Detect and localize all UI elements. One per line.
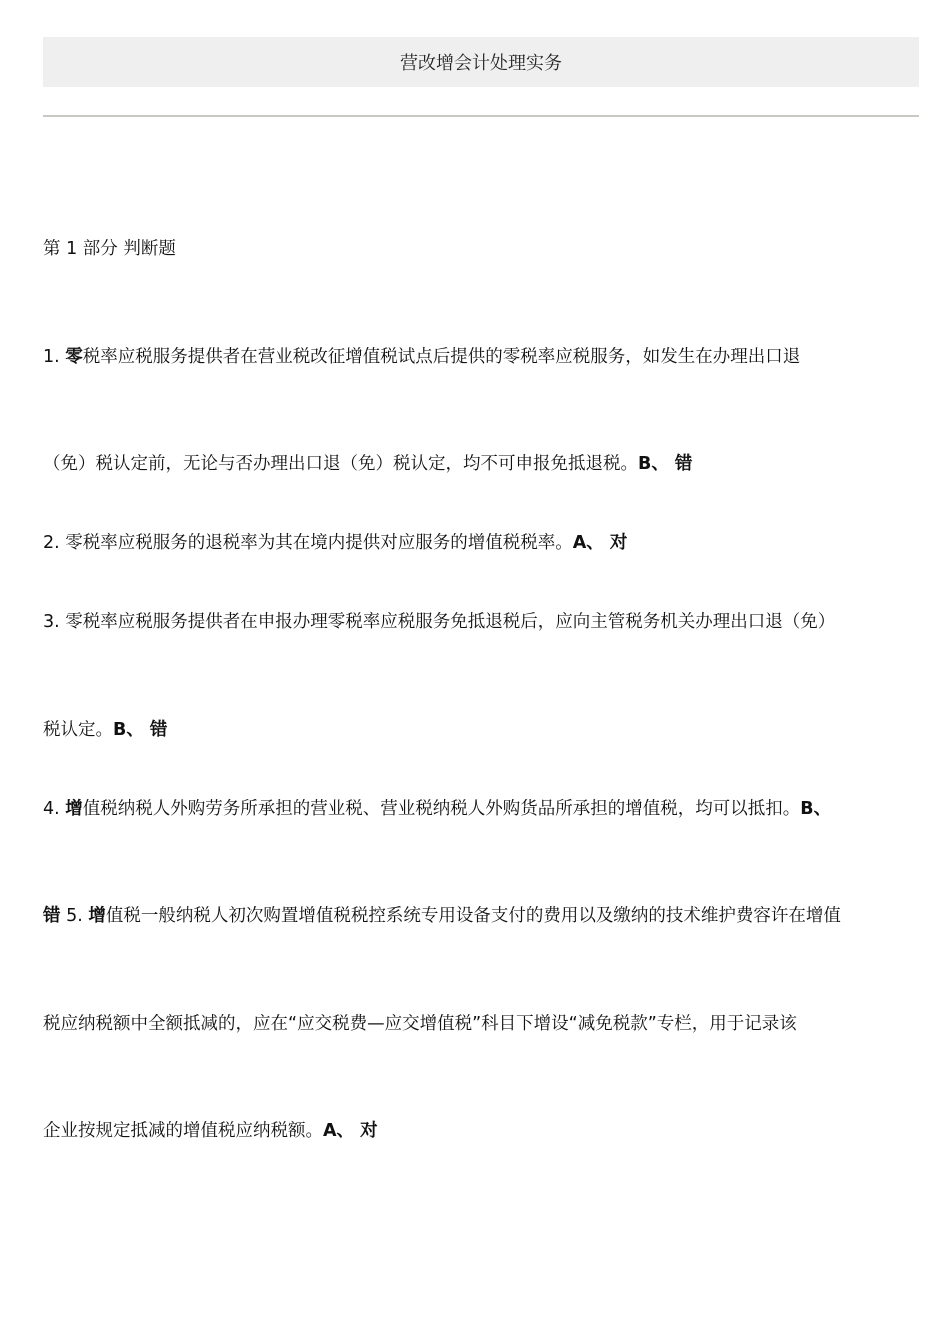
question-lead-char: 零 xyxy=(65,347,83,367)
question-text: 值税纳税人外购劳务所承担的营业税、营业税纳税人外购货品所承担的增值税，均可以抵扣。 xyxy=(82,799,801,819)
question-lead-char: 增 xyxy=(88,906,106,926)
question-number: 1. xyxy=(43,347,66,367)
question-text: 2. 零税率应税服务的退税率为其在境内提供对应服务的增值税税率。 xyxy=(43,533,573,553)
question-text: 税率应税服务提供者在营业税改征增值税试点后提供的零税率应税服务，如发生在办理出口退 xyxy=(82,347,801,367)
answer: B、 错 xyxy=(113,720,168,740)
question-text: （免）税认定前，无论与否办理出口退（免）税认定，均不可申报免抵退税。 xyxy=(43,454,638,474)
header-bar xyxy=(43,37,919,87)
section-title: 第 1 部分 判断题 xyxy=(43,239,176,259)
question-5-line-1 xyxy=(43,904,841,928)
question-2-line-1 xyxy=(43,531,627,555)
question-1-line-2 xyxy=(43,452,692,476)
question-number: 5. xyxy=(60,906,89,926)
question-text: 3. 零税率应税服务提供者在申报办理零税率应税服务免抵退税后，应向主管税务机关办理出口退（免） xyxy=(43,612,836,632)
answer: A、 对 xyxy=(572,533,628,553)
question-3-line-1 xyxy=(43,610,835,634)
question-1-line-1 xyxy=(43,345,800,369)
page-title: 营改增会计处理实务 xyxy=(400,53,562,74)
question-3-line-2 xyxy=(43,718,167,742)
answer: A、 对 xyxy=(323,1121,378,1141)
question-text: 企业按规定抵减的增值税应纳税额。 xyxy=(43,1121,323,1141)
header-divider xyxy=(43,115,919,117)
question-text: 值税一般纳税人初次购置增值税税控系统专用设备支付的费用以及缴纳的技术维护费容许在增值 xyxy=(105,906,841,926)
question-text: 税认定。 xyxy=(43,720,113,740)
answer: B、 错 xyxy=(638,454,693,474)
answer: 错 xyxy=(43,906,61,926)
question-lead-char: 增 xyxy=(65,799,83,819)
question-5-line-3 xyxy=(43,1119,378,1143)
question-5-line-2 xyxy=(43,1012,797,1036)
question-number: 4. xyxy=(43,799,66,819)
answer: B、 xyxy=(800,799,832,819)
question-text: 税应纳税额中全额抵减的，应在“应交税费—应交增值税”科目下增设“减免税款”专栏，用于记录该 xyxy=(43,1014,797,1034)
question-4-line-1 xyxy=(43,797,831,821)
